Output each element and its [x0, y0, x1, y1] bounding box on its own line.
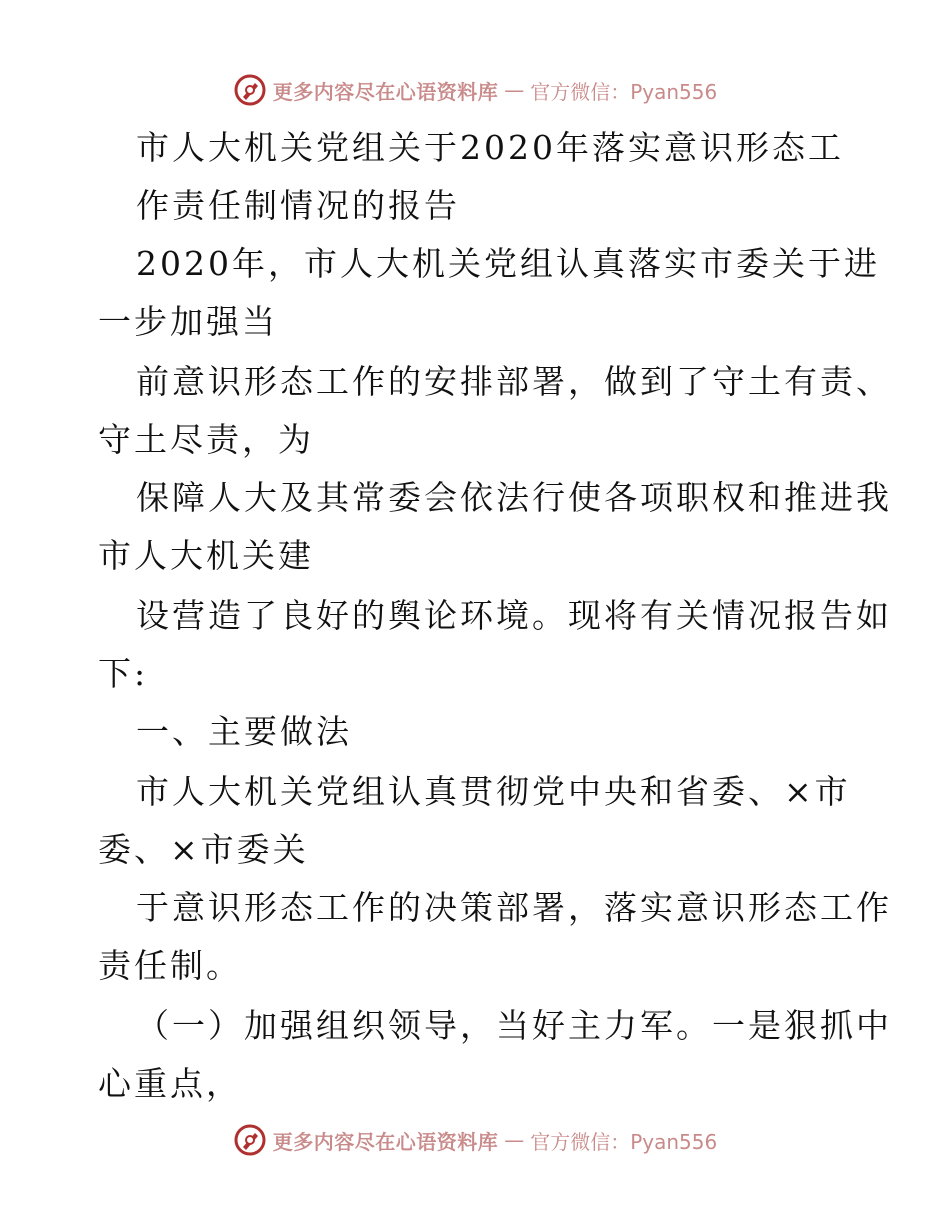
- text-line: 市人大机关建: [98, 536, 314, 575]
- text-line: 守土尽责，为: [98, 420, 314, 459]
- section-heading: 一、主要做法: [136, 712, 352, 751]
- pen-logo-icon: [233, 1123, 267, 1157]
- watermark-header: [0, 70, 950, 110]
- subsection-heading: （一）加强组织领导，当好主力军。一是狠抓中: [136, 1006, 892, 1045]
- text-line: 保障人大及其常委会依法行使各项职权和推进我: [136, 478, 892, 517]
- watermark-footer: [0, 1120, 950, 1160]
- watermark-label: 官方微信：Pyan556: [530, 1129, 718, 1154]
- watermark-label: 官方微信：Pyan556: [530, 79, 718, 104]
- text-line: 于意识形态工作的决策部署，落实意识形态工作: [136, 888, 892, 927]
- text-line: 作责任制情况的报告: [136, 186, 460, 225]
- watermark-dash: —: [504, 78, 525, 102]
- text-line: 市人大机关党组认真贯彻党中央和省委、×市: [136, 772, 851, 811]
- text-line: 前意识形态工作的安排部署，做到了守土有责、: [136, 362, 892, 401]
- watermark-text: 更多内容尽在心语资料库: [272, 1129, 499, 1154]
- text-line: 一步加强当: [98, 302, 278, 341]
- watermark-dash: —: [504, 1128, 525, 1152]
- text-line: 责任制。: [98, 946, 242, 985]
- watermark-text: 更多内容尽在心语资料库: [272, 79, 499, 104]
- pen-logo-icon: [233, 73, 267, 107]
- text-line: 下:: [98, 654, 149, 693]
- text-line: 设营造了良好的舆论环境。现将有关情况报告如: [136, 596, 892, 635]
- text-line: 市人大机关党组关于2020年落实意识形态工: [136, 128, 844, 167]
- text-line: 心重点，: [98, 1064, 242, 1103]
- text-line: 2020年，市人大机关党组认真落实市委关于进: [136, 244, 880, 283]
- text-line: 委、×市委关: [98, 830, 309, 869]
